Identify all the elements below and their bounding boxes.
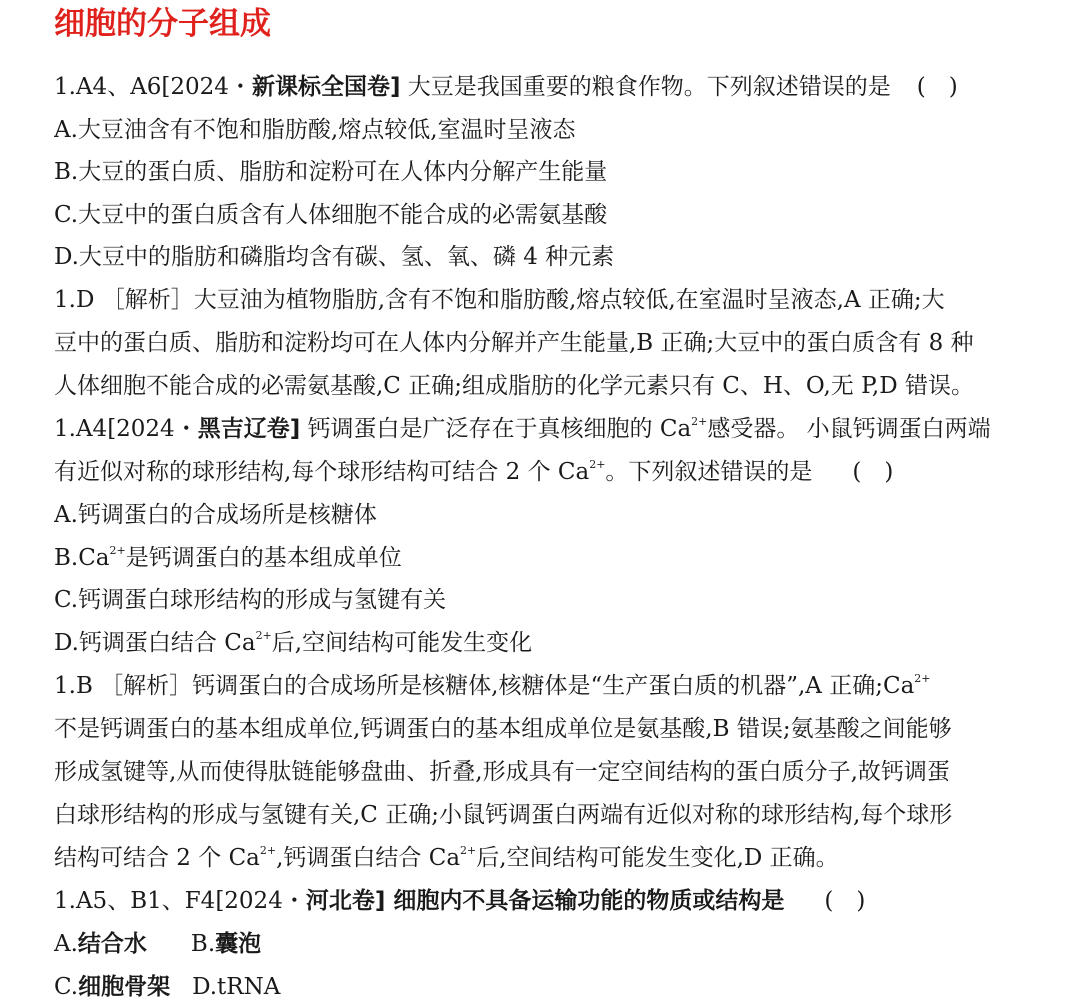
- question-1-answer-line: 豆中的蛋白质、脂肪和淀粉均可在人体内分解并产生能量,B 正确;大豆中的蛋白质含有 8 种: [54, 330, 974, 356]
- question-1-text: 大豆是我国重要的粮食作物。下列叙述错误的是: [400, 74, 891, 100]
- question-2-source: 黑吉辽卷]: [197, 416, 301, 442]
- question-1-source: 新课标全国卷]: [251, 74, 401, 100]
- question-2-stem-line-2: [54, 457, 1044, 487]
- option-text: D.钙调蛋白结合 Ca: [54, 630, 256, 656]
- superscript: 2+: [691, 415, 708, 428]
- superscript: 2+: [109, 544, 126, 557]
- option-b-text: 囊泡: [215, 931, 262, 957]
- question-2-option-a: A.钙调蛋白的合成场所是核糖体: [54, 502, 377, 528]
- option-text: B.Ca: [54, 545, 110, 571]
- question-2-text: 有近似对称的球形结构,每个球形结构可结合 2 个 Ca: [54, 459, 590, 485]
- question-1-answer-line: 人体细胞不能合成的必需氨基酸,C 正确;组成脂肪的化学元素只有 C、H、O,无 P,D 错误。: [54, 373, 974, 399]
- question-2-answer-line: 白球形结构的形成与氢键有关,C 正确;小鼠钙调蛋白两端有近似对称的球形结构,每个球形: [54, 802, 953, 828]
- question-2-answer-line: [54, 843, 1044, 873]
- superscript: 2+: [460, 844, 477, 857]
- superscript: 2+: [255, 629, 272, 642]
- option-d-text: D.tRNA: [192, 974, 281, 1000]
- question-2-option-c: C.钙调蛋白球形结构的形成与氢键有关: [54, 587, 447, 613]
- question-2-text: 钙调蛋白是广泛存在于真核细胞的 Ca: [300, 416, 692, 442]
- option-c-text: 细胞骨架: [78, 974, 171, 1000]
- question-3-stem: [54, 886, 1044, 916]
- question-2-option-d: [54, 628, 1044, 658]
- answer-text: 结构可结合 2 个 Ca: [54, 845, 260, 871]
- question-2-answer-line: 形成氢键等,从而使得肽链能够盘曲、折叠,形成具有一定空间结构的蛋白质分子,故钙调蛋: [54, 759, 950, 785]
- option-label: A.: [54, 931, 78, 957]
- question-2-answer-line: [54, 671, 1044, 701]
- question-2-code: 1.A4[2024・: [54, 416, 198, 442]
- superscript: 2+: [589, 458, 606, 471]
- answer-blank: ( ): [824, 888, 866, 914]
- question-1-option-d: D.大豆中的脂肪和磷脂均含有碳、氢、氧、磷 4 种元素: [54, 244, 615, 270]
- question-2-text: 。下列叙述错误的是: [605, 459, 813, 485]
- question-1-stem: [54, 72, 1044, 102]
- superscript: 2+: [259, 844, 277, 857]
- question-1-option-c: C.大豆中的蛋白质含有人体细胞不能合成的必需氨基酸: [54, 202, 608, 228]
- question-3-code: 1.A5、B1、F4[2024・: [54, 888, 306, 914]
- question-1-option-b: B.大豆的蛋白质、脂肪和淀粉可在人体内分解产生能量: [54, 159, 608, 185]
- answer-text: 1.B ［解析］钙调蛋白的合成场所是核糖体,核糖体是“生产蛋白质的机器”,A 正确;Ca: [54, 673, 915, 699]
- answer-blank: ( ): [916, 74, 958, 100]
- option-label: C.: [54, 974, 79, 1000]
- answer-blank: ( ): [852, 459, 894, 485]
- question-3-options-row-2: [54, 972, 1044, 1002]
- question-2-text: 感受器。 小鼠钙调蛋白两端: [707, 416, 991, 442]
- question-2-option-b: [54, 543, 1044, 573]
- option-label: B.: [190, 931, 216, 957]
- option-text: 后,空间结构可能发生变化: [271, 630, 533, 656]
- answer-text: ,钙调蛋白结合 Ca: [276, 845, 461, 871]
- question-1-option-a: A.大豆油含有不饱和脂肪酸,熔点较低,室温时呈液态: [54, 117, 576, 143]
- question-2-stem: [54, 414, 1044, 444]
- question-2-answer-line: 不是钙调蛋白的基本组成单位,钙调蛋白的基本组成单位是氨基酸,B 错误;氨基酸之间能够: [54, 716, 952, 742]
- option-a-text: 结合水: [77, 931, 147, 957]
- option-text: 是钙调蛋白的基本组成单位: [125, 545, 402, 571]
- superscript: 2+: [914, 672, 931, 685]
- question-1-code: 1.A4、A6[2024・: [54, 74, 252, 100]
- question-3-text: 细胞内不具备运输功能的物质或结构是: [385, 888, 785, 914]
- page-title: 细胞的分子组成: [54, 6, 271, 42]
- question-3-source: 河北卷]: [305, 888, 386, 914]
- question-1-answer-line: 1.D ［解析］大豆油为植物脂肪,含有不饱和脂肪酸,熔点较低,在室温时呈液态,A 正确;大: [54, 287, 945, 313]
- question-3-options-row-1: [54, 929, 1044, 959]
- answer-text: 后,空间结构可能发生变化,D 正确。: [476, 845, 839, 871]
